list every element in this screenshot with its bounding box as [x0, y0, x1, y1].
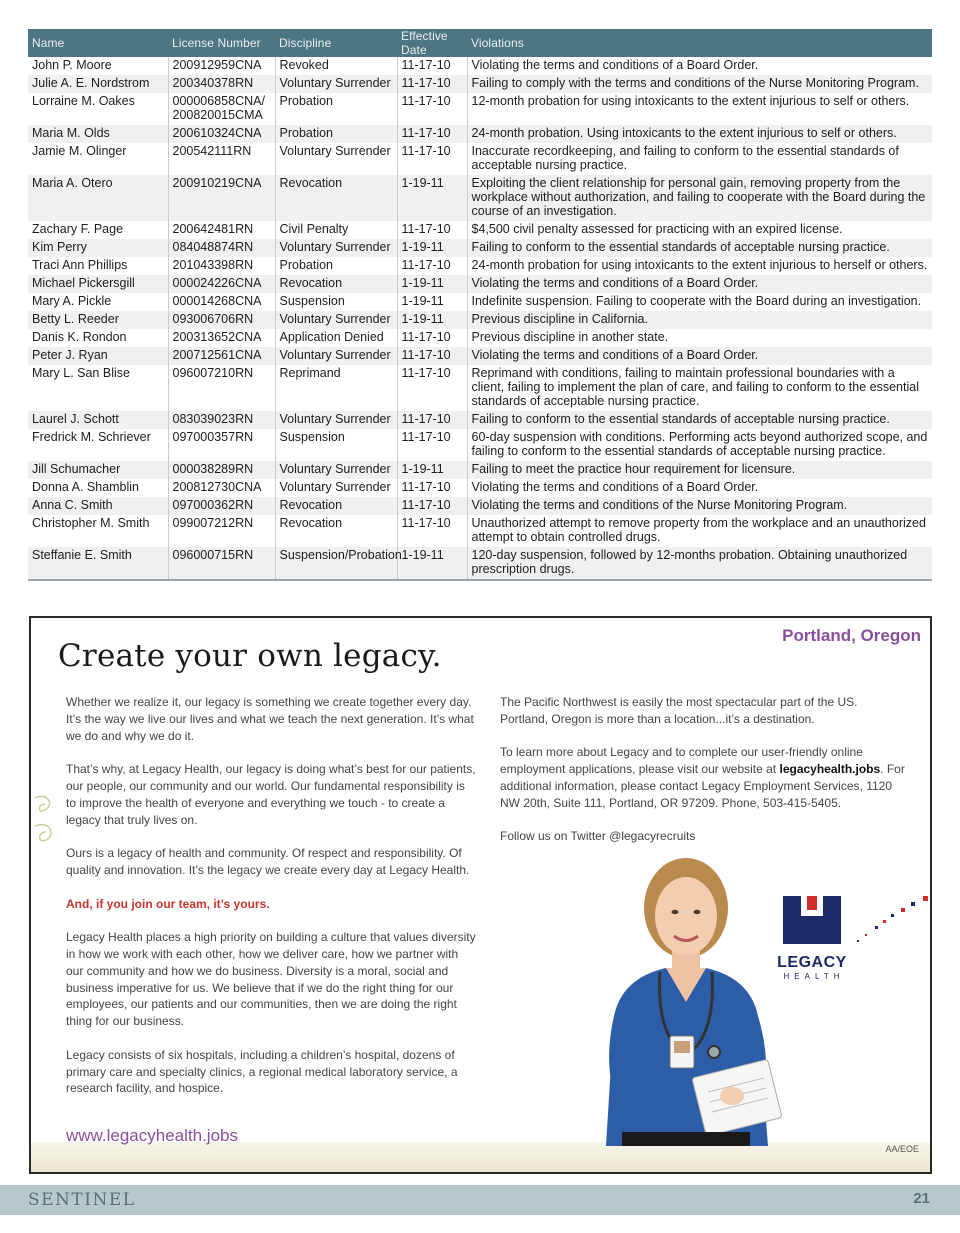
cell-license-number: 093006706RN	[168, 311, 275, 329]
cell-discipline: Civil Penalty	[275, 221, 397, 239]
cell-license-number: 096007210RN	[168, 365, 275, 411]
table-row	[28, 75, 932, 93]
cell-license-number: 000006858CNA/ 200820015CMA	[168, 93, 275, 125]
cell-violation: Violating the terms and conditions of a Board Order.	[467, 57, 932, 75]
cell-effective-date: 11-17-10	[397, 347, 467, 365]
cell-license-number: 000038289RN	[168, 461, 275, 479]
cell-violation: Previous discipline in California.	[467, 311, 932, 329]
cell-effective-date: 11-17-10	[397, 143, 467, 175]
cell-license-number: 097000357RN	[168, 429, 275, 461]
cell-effective-date: 11-17-10	[397, 75, 467, 93]
page-footer	[0, 1185, 960, 1215]
cell-name: Anna C. Smith	[28, 497, 168, 515]
cell-license-number: 200340378RN	[168, 75, 275, 93]
cell-violation: Exploiting the client relationship for personal gain, removing property from the workplace without authorization, and failing to cooperate with the Board during the course of an investigation.	[467, 175, 932, 221]
cell-name: Fredrick M. Schriever	[32, 430, 151, 444]
cell-effective-date: 11-17-10	[397, 57, 467, 75]
cell-name: Peter J. Ryan	[28, 347, 168, 365]
logo-subtitle: HEALTH	[783, 972, 845, 981]
cell-violation: Violating the terms and conditions of a Board Order.	[467, 275, 932, 293]
cell-discipline: Voluntary Surrender	[275, 479, 397, 497]
cell-effective-date: 1-19-11	[397, 239, 467, 257]
cell-license-number: 084048874RN	[168, 239, 275, 257]
discipline-table	[28, 29, 932, 581]
cell-effective-date: 1-19-11	[397, 293, 467, 311]
cell-effective-date: 11-17-10	[397, 497, 467, 515]
ad-paragraph: Legacy consists of six hospitals, including a children’s hospital, dozens of primary care and specialty clinics, a regional medical laboratory service, a research facility, and hospice.	[66, 1047, 458, 1096]
cell-violation: Violating the terms and conditions of the Nurse Monitoring Program.	[467, 497, 932, 515]
cell-name: Zachary F. Page	[32, 222, 124, 236]
cell-name: Kim Perry	[28, 239, 168, 257]
page-number: 21	[913, 1190, 930, 1207]
cell-effective-date: 11-17-10	[397, 479, 467, 497]
cell-effective-date: 1-19-11	[397, 275, 467, 293]
twitter-line: Follow us on Twitter @legacyrecruits	[500, 829, 696, 844]
cell-discipline: Revocation	[275, 497, 397, 515]
cell-violation: Failing to conform to the essential standards of acceptable nursing practice.	[467, 411, 932, 429]
table-row	[28, 479, 932, 497]
cell-license-number: 000014268CNA	[168, 293, 275, 311]
cell-effective-date: 1-19-11	[397, 175, 467, 221]
cell-effective-date: 11-17-10	[397, 411, 467, 429]
cell-discipline: Voluntary Surrender	[275, 347, 397, 365]
cell-discipline: Suspension	[275, 429, 397, 461]
cell-effective-date: 11-17-10	[397, 93, 467, 125]
table-row	[28, 347, 932, 365]
ad-tagline: And, if you join our team, it’s yours.	[66, 896, 270, 911]
table-header-row	[28, 29, 932, 57]
cell-license-number: 200912959CNA	[168, 57, 275, 75]
cell-violation: Violating the terms and conditions of a Board Order.	[467, 479, 932, 497]
table-row	[28, 411, 932, 429]
table-row	[28, 461, 932, 479]
cell-license-number: 083039023RN	[168, 411, 275, 429]
cell-violation: Reprimand with conditions, failing to maintain professional boundaries with a client, failing to implement the plan of care, and failing to conform to the essential standards of acceptable nursing practice.	[467, 365, 932, 411]
cell-name: Traci Ann Phillips	[32, 258, 128, 272]
header-effective-date: Effective Date	[397, 29, 467, 57]
table-row	[28, 547, 932, 580]
legacy-health-logo	[776, 886, 848, 981]
cell-license-number: 200712561CNA	[168, 347, 275, 365]
legacy-health-ad	[29, 616, 932, 1174]
ad-right-column	[500, 694, 905, 862]
cell-discipline: Voluntary Surrender	[275, 311, 397, 329]
cell-violation: Failing to conform to the essential standards of acceptable nursing practice.	[467, 239, 932, 257]
cell-name: Jill Schumacher	[28, 461, 168, 479]
website-link[interactable]: legacyhealth.jobs	[779, 762, 881, 777]
swirl-ornament-icon	[33, 788, 63, 858]
cell-violation: Failing to comply with the terms and conditions of the Nurse Monitoring Program.	[467, 75, 932, 93]
table-row	[28, 515, 932, 547]
ad-bottom-band	[31, 1142, 930, 1172]
cell-name: Mary L. San Blise	[32, 366, 130, 380]
cell-violation: Indefinite suspension. Failing to cooperate with the Board during an investigation.	[467, 293, 932, 311]
cell-license-number: 096000715RN	[168, 547, 275, 580]
cell-license-number: 200812730CNA	[168, 479, 275, 497]
table-row	[28, 239, 932, 257]
table-row	[28, 143, 932, 175]
cell-name: Christopher M. Smith	[32, 516, 150, 530]
cell-name: Steffanie E. Smith	[28, 547, 168, 580]
cell-effective-date: 1-19-11	[397, 461, 467, 479]
ad-paragraph: Legacy Health places a high priority on building a culture that values diversity in how we work with each other, how we deliver care, how we partner with our community and how we do business. Diversity is a moral, social and business imperative for us. We believe that if we do the right thing for our employees, our patients and our communities, then we are doing the right thing for our business.	[66, 930, 476, 1029]
cell-name: John P. Moore	[32, 58, 112, 72]
ad-paragraph: Ours is a legacy of health and community. Of respect and responsibility. Of quality and innovation. It’s the legacy we create every day at Legacy Health.	[66, 846, 470, 877]
table-row	[28, 275, 932, 293]
cell-effective-date: 1-19-11	[397, 547, 467, 580]
cell-violation: 60-day suspension with conditions. Performing acts beyond authorized scope, and failing to conform to the essential standards of acceptable nursing practice.	[467, 429, 932, 461]
cell-name: Julie A. E. Nordstrom	[28, 75, 168, 93]
header-discipline: Discipline	[275, 29, 397, 57]
cell-violation: Failing to meet the practice hour requirement for licensure.	[467, 461, 932, 479]
legacy-logo-mark-icon	[781, 886, 843, 946]
cell-discipline: Probation	[275, 93, 397, 125]
cell-name: Maria A. Otero	[28, 175, 168, 221]
cell-license-number: 200313652CNA	[168, 329, 275, 347]
cell-discipline: Voluntary Surrender	[275, 461, 397, 479]
location-label: Portland, Oregon	[782, 626, 921, 645]
ad-paragraph: Whether we realize it, our legacy is something we create together every day. It’s the way we live our lives and what we teach the next generation. It’s what we do and why we do it.	[66, 695, 474, 743]
header-violations: Violations	[467, 29, 932, 57]
discipline-table-section	[28, 29, 932, 581]
cell-name: Danis K. Rondon	[32, 330, 127, 344]
cell-violation: Previous discipline in another state.	[467, 329, 932, 347]
table-row	[28, 175, 932, 221]
ad-headline: Create your own legacy.	[58, 638, 442, 674]
cell-violation: 120-day suspension, followed by 12-months probation. Obtaining unauthorized prescription drugs.	[467, 547, 932, 580]
cell-violation: 24-month probation. Using intoxicants to the extent injurious to self or others.	[467, 125, 932, 143]
cell-discipline: Voluntary Surrender	[275, 75, 397, 93]
cell-discipline: Suspension	[275, 293, 397, 311]
table-row	[28, 221, 932, 239]
cell-effective-date: 1-19-11	[397, 311, 467, 329]
ad-left-column	[66, 694, 476, 1114]
table-body	[28, 57, 932, 580]
contact-text-pre: To learn more about Legacy and to complete our user-friendly online employment applications, please visit our website at	[500, 745, 863, 777]
header-license-number: License Number	[168, 29, 275, 57]
cell-name: Maria M. Olds	[28, 125, 168, 143]
cell-discipline: Probation	[275, 257, 397, 275]
logo-wordmark: LEGACY	[777, 954, 847, 971]
table-row	[28, 365, 932, 411]
cell-license-number: 200910219CNA	[168, 175, 275, 221]
cell-license-number: 201043398RN	[168, 257, 275, 275]
cell-license-number: 200542111RN	[168, 143, 275, 175]
cell-effective-date: 11-17-10	[397, 125, 467, 143]
cell-violation: 12-month probation for using intoxicants to the extent injurious to self or others.	[467, 93, 932, 125]
cell-violation: Inaccurate recordkeeping, and failing to conform to the essential standards of acceptable nursing practice.	[467, 143, 932, 175]
cell-discipline: Voluntary Surrender	[275, 239, 397, 257]
cell-effective-date: 11-17-10	[397, 221, 467, 239]
cell-license-number: 200610324CNA	[168, 125, 275, 143]
cell-name: Betty L. Reeder	[28, 311, 168, 329]
cell-name: Mary A. Pickle	[32, 294, 112, 308]
cell-name: Laurel J. Schott	[28, 411, 168, 429]
cell-effective-date: 11-17-10	[397, 257, 467, 275]
cell-name: Jamie M. Olinger	[32, 144, 127, 158]
table-row	[28, 125, 932, 143]
publication-title: SENTINEL	[28, 1190, 136, 1210]
table-row	[28, 93, 932, 125]
cell-effective-date: 11-17-10	[397, 515, 467, 547]
ad-website-url[interactable]: www.legacyhealth.jobs	[66, 1126, 238, 1145]
cell-discipline: Suspension/Probation	[275, 547, 397, 580]
cell-license-number: 000024226CNA	[168, 275, 275, 293]
cell-discipline: Revocation	[275, 275, 397, 293]
cell-discipline: Revocation	[275, 515, 397, 547]
table-row	[28, 57, 932, 75]
table-row	[28, 293, 932, 311]
cell-effective-date: 11-17-10	[397, 329, 467, 347]
table-row	[28, 311, 932, 329]
table-row	[28, 497, 932, 515]
header-name: Name	[28, 29, 168, 57]
table-row	[28, 429, 932, 461]
cell-name: Lorraine M. Oakes	[32, 94, 135, 108]
cell-violation: Violating the terms and conditions of a Board Order.	[467, 347, 932, 365]
cell-license-number: 097000362RN	[168, 497, 275, 515]
equal-opportunity-label: AA/EOE	[885, 1144, 919, 1154]
cell-violation: 24-month probation for using intoxicants to the extent injurious to herself or others.	[467, 257, 932, 275]
ad-paragraph: That’s why, at Legacy Health, our legacy is doing what’s best for our patients, our people, our community and our world. Our fundamental responsibility is to improve the health of everyone and everything we touch - to create a legacy that truly lives on.	[66, 762, 476, 827]
cell-discipline: Revocation	[275, 175, 397, 221]
ad-paragraph: The Pacific Northwest is easily the most spectacular part of the US. Portland, Oregon is more than a location...it’s a destination.	[500, 695, 858, 726]
cell-license-number: 200642481RN	[168, 221, 275, 239]
cell-discipline: Revoked	[275, 57, 397, 75]
cell-license-number: 099007212RN	[168, 515, 275, 547]
cell-name: Michael Pickersgill	[28, 275, 168, 293]
cell-discipline: Application Denied	[275, 329, 397, 347]
contact-text-post: . For additional information, please contact Legacy Employment Services, 1120 NW 20th, Suite 111, Portland, OR 97209. Phone, 503-415-5405.	[500, 762, 905, 810]
cell-name: Donna A. Shamblin	[32, 480, 140, 494]
table-row	[28, 329, 932, 347]
cell-violation: Unauthorized attempt to remove property from the workplace and an unauthorized attempt to obtain controlled drugs.	[467, 515, 932, 547]
table-row	[28, 257, 932, 275]
cell-effective-date: 11-17-10	[397, 429, 467, 461]
cell-violation: $4,500 civil penalty assessed for practicing with an expired license.	[467, 221, 932, 239]
cell-discipline: Voluntary Surrender	[275, 411, 397, 429]
ad-contact-paragraph	[500, 744, 905, 811]
nurse-photo	[586, 846, 786, 1146]
cell-discipline: Voluntary Surrender	[275, 143, 397, 175]
cell-discipline: Reprimand	[275, 365, 397, 411]
cell-effective-date: 11-17-10	[397, 365, 467, 411]
cell-discipline: Probation	[275, 125, 397, 143]
